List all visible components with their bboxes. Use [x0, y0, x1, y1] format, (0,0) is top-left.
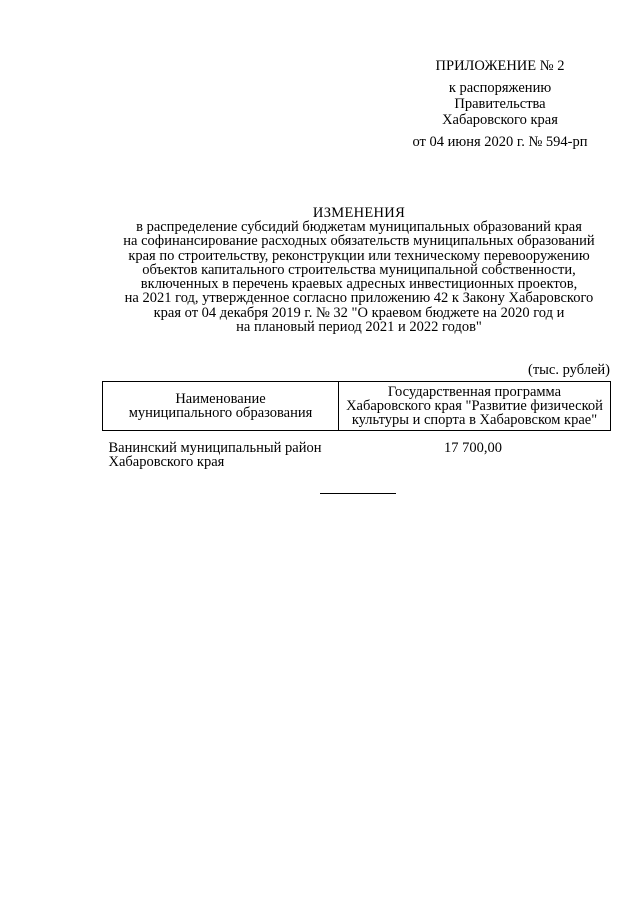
subtitle-line: включенных в перечень краевых адресных инвестиционных проектов, — [140, 276, 578, 293]
header-text: Хабаровского края "Развитие физической — [346, 398, 603, 414]
subtitle-line: на софинансирование расходных обязательств муниципальных образований — [123, 233, 595, 250]
units-label: (тыс. рублей) — [528, 362, 610, 378]
subtitle-line: на плановый период 2021 и 2022 годов" — [236, 319, 482, 336]
appendix-line-1: к распоряжению — [448, 80, 552, 96]
municipality-name: Хабаровского края — [108, 454, 225, 470]
appendix-line-3: Хабаровского края — [442, 112, 558, 128]
subtitle-line: края по строительству, реконструкции или техническому перевооружению — [128, 247, 590, 264]
subtitle-line: на 2021 год, утвержденное согласно приложению 42 к Закону Хабаровского — [124, 290, 594, 307]
subtitle-line: объектов капитального строительства муниципальной собственности, — [142, 261, 576, 278]
table-row — [103, 431, 611, 470]
header-municipality — [103, 382, 339, 431]
municipality-name: Ванинский муниципальный район — [108, 440, 322, 456]
document-title: ИЗМЕНЕНИЯ — [312, 205, 406, 221]
amount-cell: 17 700,00 — [444, 440, 502, 456]
appendix-block — [395, 58, 605, 150]
header-text: Наименование — [175, 391, 266, 407]
appendix-heading: ПРИЛОЖЕНИЕ № 2 — [435, 58, 565, 74]
header-text: муниципального образования — [128, 405, 313, 421]
subsidy-table — [102, 381, 611, 469]
table-header-row — [103, 382, 611, 431]
appendix-date: от 04 июня 2020 г. № 594-рп — [412, 134, 588, 150]
header-text: Государственная программа — [387, 384, 562, 400]
end-divider — [320, 493, 396, 494]
document-subtitle — [100, 220, 618, 334]
subtitle-line: края от 04 декабря 2019 г. № 32 "О краевом бюджете на 2020 год и — [153, 304, 565, 321]
appendix-line-2: Правительства — [454, 96, 546, 112]
subtitle-line: в распределение субсидий бюджетам муниципальных образований края — [136, 219, 582, 235]
header-program — [339, 382, 611, 431]
municipality-name-cell — [103, 431, 339, 470]
header-text: культуры и спорта в Хабаровском крае" — [351, 412, 598, 428]
